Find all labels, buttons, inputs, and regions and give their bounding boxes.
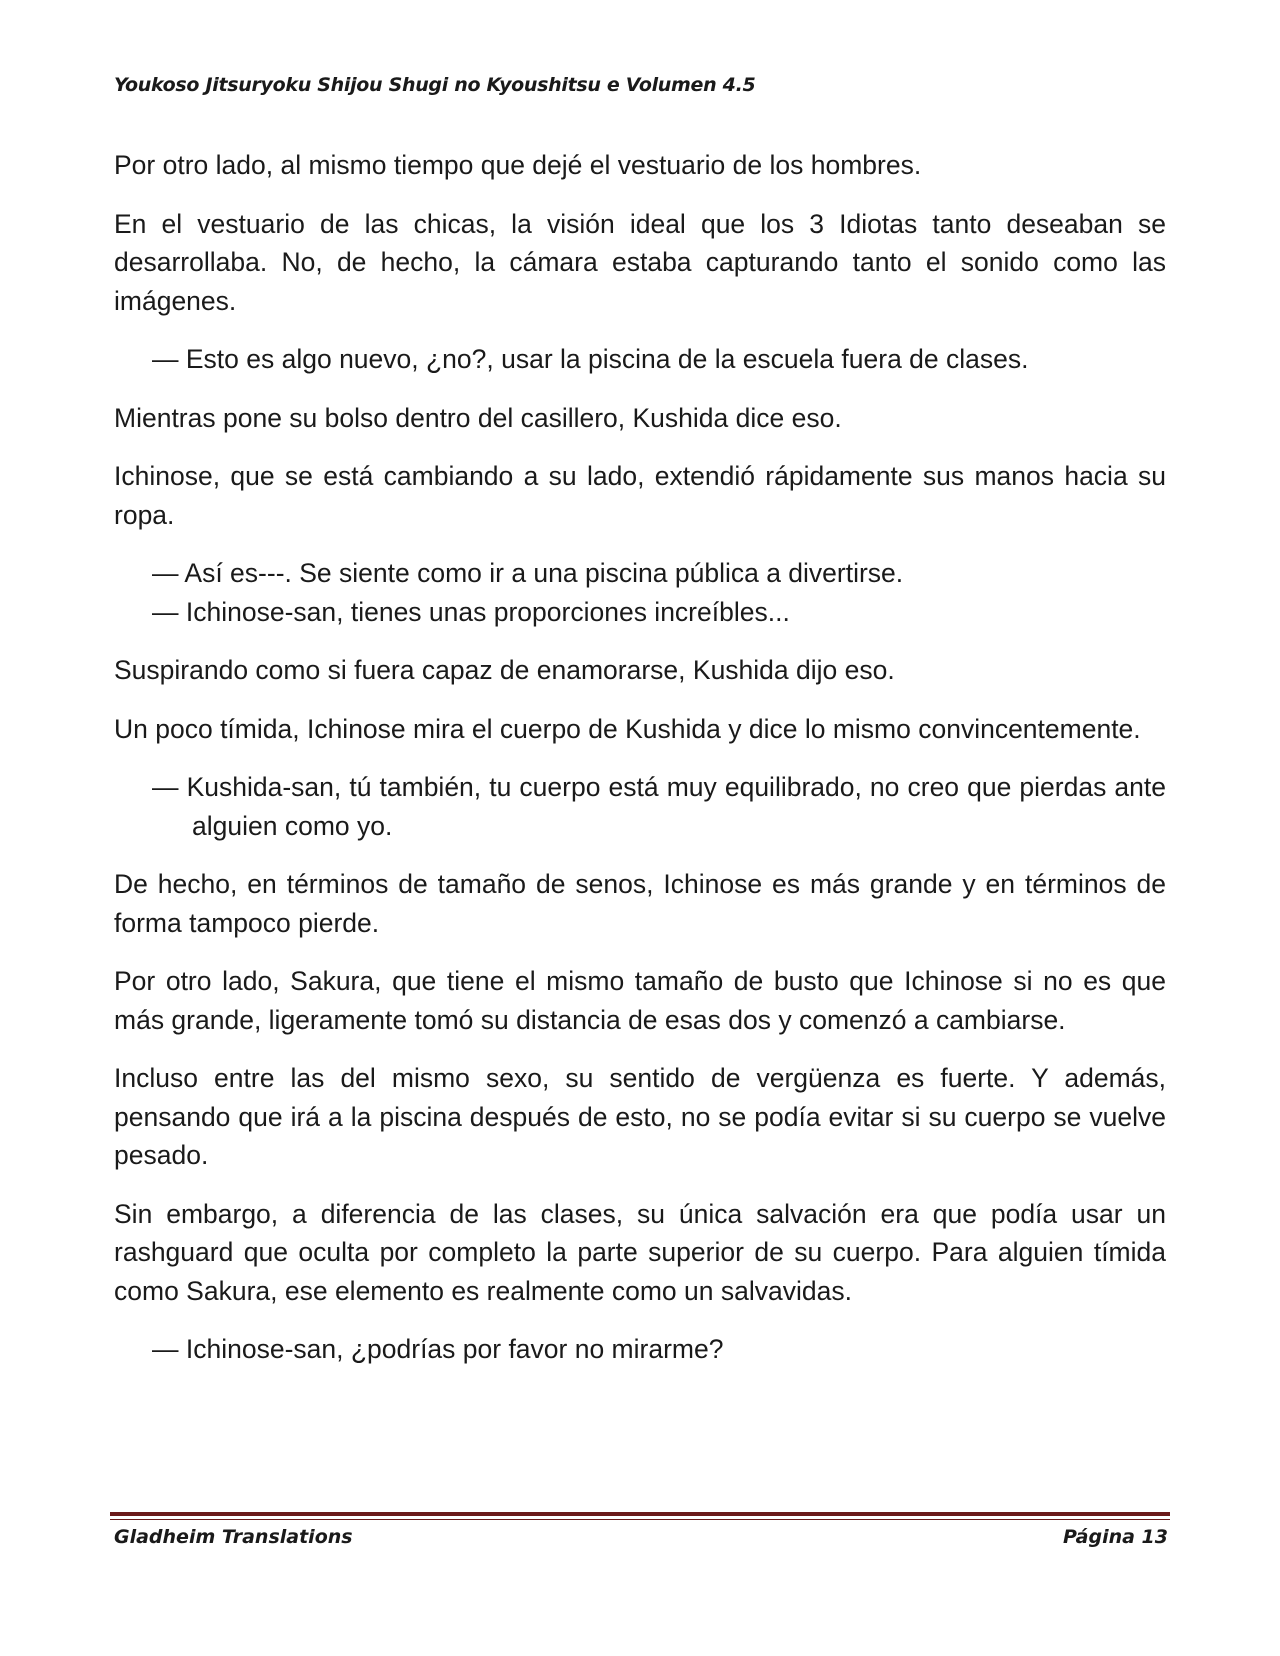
dialogue-line: — Kushida-san, tú también, tu cuerpo está muy equilibrado, no creo que pierdas ante alguien como yo. [152, 772, 1166, 841]
paragraph: Por otro lado, al mismo tiempo que dejé el vestuario de los hombres. [114, 150, 922, 180]
page-number: Página 13 [1062, 1526, 1168, 1548]
footer-publisher: Gladheim Translations [114, 1526, 353, 1548]
paragraph: Sin embargo, a diferencia de las clases, su única salvación era que podía usar un rashguard que oculta por completo la parte superior de su cuerpo. Para alguien tímida como Sakura, ese elemento es realmente como un salvavidas. [114, 1198, 1166, 1306]
paragraph: Ichinose, que se está cambiando a su lado, extendió rápidamente sus manos hacia su ropa. [114, 461, 1166, 530]
footer-divider [110, 1512, 1170, 1516]
paragraph: Suspirando como si fuera capaz de enamorarse, Kushida dijo eso. [114, 655, 895, 685]
paragraph: Por otro lado, Sakura, que tiene el mismo tamaño de busto que Ichinose si no es que más grande, ligeramente tomó su distancia de esas dos y comenzó a cambiarse. [114, 966, 1166, 1035]
dialogue-line: — Esto es algo nuevo, ¿no?, usar la piscina de la escuela fuera de clases. [152, 344, 1029, 374]
paragraph: En el vestuario de las chicas, la visión ideal que los 3 Idiotas tanto deseaban se desarrollaba. No, de hecho, la cámara estaba capturando tanto el sonido como las imágenes. [114, 208, 1166, 316]
dialogue-line: — Ichinose-san, ¿podrías por favor no mirarme? [152, 1334, 724, 1364]
footer-divider-thin [110, 1519, 1170, 1520]
dialogue-line: — Así es---. Se siente como ir a una piscina pública a divertirse. [152, 558, 904, 588]
paragraph: Mientras pone su bolso dentro del casillero, Kushida dice eso. [114, 402, 842, 433]
paragraph: De hecho, en términos de tamaño de senos, Ichinose es más grande y en términos de forma tampoco pierde. [114, 869, 1166, 938]
paragraph: Incluso entre las del mismo sexo, su sentido de vergüenza es fuerte. Y además, pensando que irá a la piscina después de esto, no se podía evitar si su cuerpo se vuelve pesado. [114, 1063, 1166, 1170]
page-body [114, 146, 1166, 1369]
dialogue-line: — Ichinose-san, tienes unas proporciones increíbles... [152, 596, 790, 627]
running-header-title: Youkoso Jitsuryoku Shijou Shugi no Kyoushitsu e Volumen 4.5 [114, 74, 756, 96]
paragraph: Un poco tímida, Ichinose mira el cuerpo de Kushida y dice lo mismo convincentemente. [114, 713, 1141, 744]
